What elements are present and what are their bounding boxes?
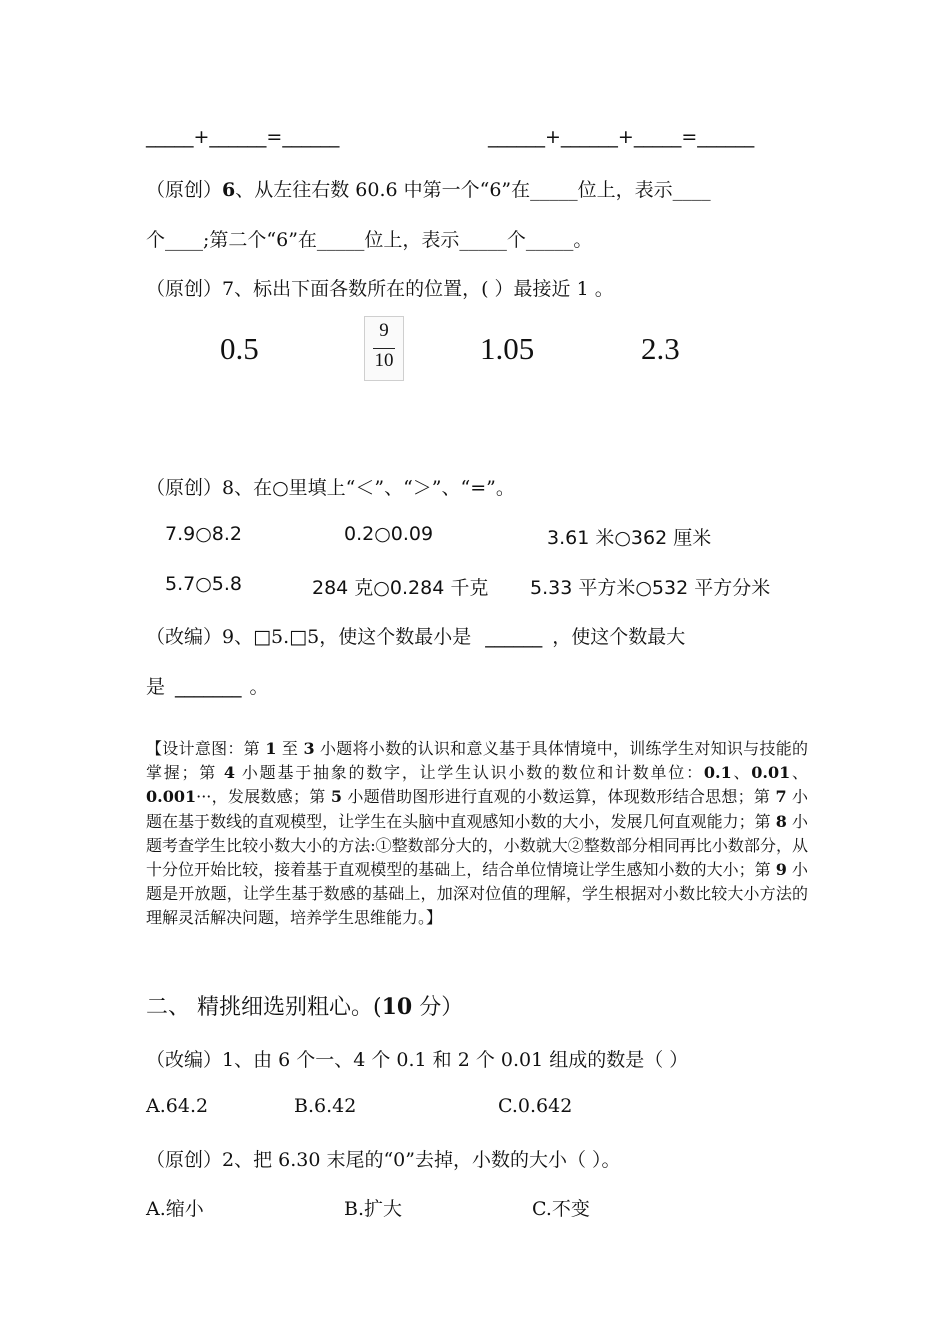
intent-text: 至 (276, 739, 304, 758)
section2-question-2-text: （原创）2、把 6.30 末尾的“0”去掉，小数的大小（ ）。 (146, 1149, 621, 1171)
fraction-denominator: 10 (374, 350, 394, 371)
question-9-text-b: ，使这个数最大 (552, 626, 686, 648)
intent-text: 小题在基于数线的直观模型，让学生在头脑中直观感知小数的大小，发展几何直观能力；第 (146, 787, 808, 831)
intent-bold-text: 5 (330, 787, 342, 807)
number-1-05: 1.05 (480, 331, 535, 366)
number-0-5: 0.5 (220, 331, 259, 366)
intent-bold-text: 0.01 (751, 763, 791, 783)
question-8-text: （原创）8、在○里填上“＜”、“＞”、“=”。 (146, 477, 515, 499)
option-c[interactable]: C.不变 (532, 1198, 590, 1220)
number-2-3: 2.3 (641, 331, 680, 366)
question-6-source: （原创） (146, 179, 223, 201)
question-9-line2 (146, 672, 269, 699)
option-a[interactable]: A.缩小 (146, 1198, 204, 1220)
equation-blanks-left[interactable]: _____+______=______ (146, 126, 340, 148)
compare-item[interactable]: 0.2○0.09 (344, 523, 434, 545)
compare-item[interactable]: 5.33 平方米○532 平方分米 (530, 577, 771, 599)
question-6-line1 (146, 175, 711, 202)
intent-text: 、 (731, 763, 752, 783)
question-6-text: 、从左往右数 60.6 中第一个“6”在_____位上，表示____ (235, 179, 711, 201)
section-2-title (146, 990, 463, 1021)
intent-bold-text: 1 (265, 739, 277, 758)
intent-text: 小题基于抽象的数字，让学生认识小数的数位和计数单位： (235, 763, 704, 783)
design-intent-paragraph (146, 737, 808, 931)
fraction-bar (373, 348, 395, 349)
intent-bold-text: 7 (775, 787, 787, 807)
compare-item[interactable]: 7.9○8.2 (165, 523, 243, 545)
answer-blank-min[interactable]: ______ (485, 626, 543, 648)
fraction-nine-tenths (364, 316, 404, 381)
option-a[interactable]: A.64.2 (146, 1095, 209, 1117)
intent-text: 、 (790, 763, 808, 783)
question-9-text-c: 是 (146, 676, 166, 698)
question-9-line1 (146, 622, 685, 649)
intent-bold-text: 9 (775, 860, 787, 880)
intent-bold-text: 0.1 (703, 763, 732, 783)
question-6-line2: 个____;第二个“6”在_____位上，表示_____个_____。 (146, 229, 593, 251)
intent-bold-text: 4 (223, 763, 236, 783)
question-9-text-d: 。 (249, 676, 269, 698)
intent-text: 小题考查学生比较小数大小的方法:①整数部分大的，小数就大②整数部分相同再比小数部分，从十分位开始比较，接着基于直观模型的基础上，结合单位情境让学生感知小数的大小；第 (146, 811, 808, 880)
equation-blanks-right[interactable]: ______+______+_____=______ (488, 126, 755, 148)
answer-blank-max[interactable]: _______ (175, 676, 242, 698)
compare-item[interactable]: 5.7○5.8 (165, 573, 243, 595)
section-2-title-text: 二、 精挑细选别粗心。( (146, 995, 382, 1020)
compare-item[interactable]: 284 克○0.284 千克 (312, 577, 489, 599)
question-9-text-a: （改编）9、□5.□5，使这个数最小是 (146, 626, 472, 648)
intent-bold-text: 3 (303, 739, 315, 758)
question-6-number: 6 (222, 179, 236, 201)
section-2-title-end: 分） (412, 995, 464, 1020)
fraction-numerator: 9 (379, 320, 389, 341)
option-b[interactable]: B.扩大 (344, 1198, 403, 1220)
intent-text: 小题借助图形进行直观的小数运算，体现数形结合思想；第 (341, 787, 776, 807)
intent-text: 小题是开放题，让学生基于数感的基础上，加深对位值的理解，学生根据对小数比较大小方法的理解灵活解决问题，培养学生思维能力。】 (146, 860, 808, 928)
option-b[interactable]: B.6.42 (294, 1095, 357, 1117)
question-7-text: （原创）7、标出下面各数所在的位置，( ）最接近 1 。 (146, 278, 614, 300)
intent-text: 【设计意图：第 (146, 739, 266, 758)
compare-item[interactable]: 3.61 米○362 厘米 (547, 527, 712, 549)
intent-text: 小题将小数的认识和意义基于具体情境中，训练学生对知识与技能的掌握；第 (146, 739, 808, 783)
intent-bold-text: 0.001 (146, 787, 197, 807)
intent-bold-text: 8 (775, 811, 787, 831)
section2-question-1-text: （改编）1、由 6 个一、4 个 0.1 和 2 个 0.01 组成的数是（ ） (146, 1049, 689, 1071)
section-2-score: 10 (381, 994, 413, 1020)
intent-text: ···，发展数感；第 (196, 787, 331, 807)
option-c[interactable]: C.0.642 (498, 1095, 573, 1117)
